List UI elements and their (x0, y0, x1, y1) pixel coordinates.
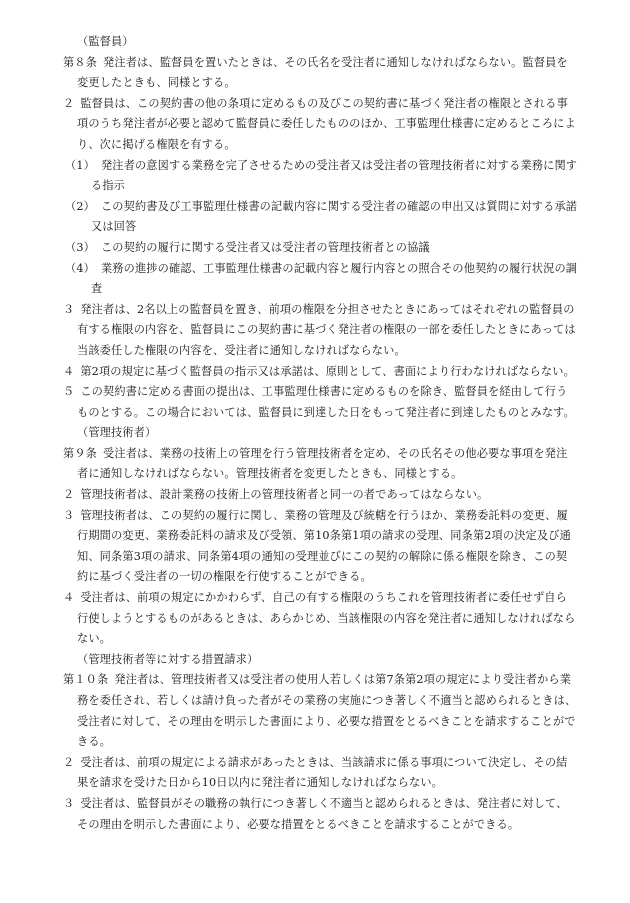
article-label: 第８条 (63, 55, 98, 69)
paragraph-text: 監督員は、この契約書の他の条項に定めるもの及びこの契約書に基づく発注者の権限とされる事項のうち発注者が必要と認めて監督員に委任したもののほか、工事監理仕様書に定めるところにより、次に掲げる権限を有する。 (77, 96, 576, 151)
paragraph (63, 485, 578, 506)
section-heading: （管理技術者等に対する措置請求） (77, 652, 259, 666)
paragraph-number: ４ (63, 591, 75, 605)
paragraph-text: 受注者は、前項の規定による請求があったときは、当該請求に係る事項について決定し、その結果を請求を受けた日から10日以内に発注者に通知しなければならない。 (77, 755, 568, 790)
article-label: 第１０条 (63, 673, 109, 687)
paragraph-text: 管理技術者は、設計業務の技術上の管理技術者と同一の者であってはならない。 (80, 488, 489, 502)
paragraph (63, 362, 578, 383)
paragraph (63, 588, 578, 650)
item-text: 発注者の意図する業務を完了させるための受注者又は受注者の管理技術者に対する業務に関する指示 (91, 158, 578, 193)
item-text: この契約の履行に関する受注者又は受注者の管理技術者との協議 (100, 240, 430, 254)
paragraph-number: ２ (63, 96, 75, 110)
paragraph-text: 発注者は、2名以上の監督員を置き、前項の権限を分担させたときにあってはそれぞれの監督員の有する権限の内容を、監督員にこの契約書に基づく発注者の権限の一部を委任したときにあっては当該委任した権限の内容を、受注者に通知しなければならない。 (77, 302, 576, 357)
article-8 (63, 53, 578, 94)
paragraph-text: 受注者は、監督員がその職務の執行につき著しく不適当と認められるときは、発注者に対して、その理由を明示した書面により、必要な措置をとるべきことを請求することができる。 (77, 796, 568, 831)
paragraph-number: ３ (63, 302, 75, 316)
paragraph (63, 300, 578, 362)
item-number: （1） (65, 158, 95, 172)
paragraph-text: 受注者は、前項の規定にかかわらず、自己の有する権限のうちこれを管理技術者に委任せず自ら行使しようとするものがあるときは、あらかじめ、当該権限の内容を発注者に通知しなければならない。 (77, 591, 576, 646)
article-text: 発注者は、管理技術者又は受注者の使用人若しくは第7条第2項の規定により受注者から業務を委任され、若しくは請け負った者がその業務の実施につき著しく不適当と認められるときは、受注者に対して、その理由を明示した書面により、必要な措置をとるべきことを請求することができる。 (77, 673, 577, 749)
paragraph (63, 94, 578, 156)
article-label: 第９条 (63, 446, 98, 460)
item-text: 業務の進捗の確認、工事監理仕様書の記載内容と履行内容との照合その他契約の履行状況の調査 (91, 261, 578, 296)
article-text: 発注者は、監督員を置いたときは、その氏名を受注者に通知しなければならない。監督員を変更したときも、同様とする。 (77, 55, 568, 90)
paragraph (63, 794, 578, 835)
item-number: （3） (65, 240, 95, 254)
paragraph-number: ５ (63, 385, 75, 399)
section-heading: （管理技術者） (77, 426, 157, 440)
item-number: （2） (65, 199, 95, 213)
paragraph (63, 382, 578, 423)
paragraph-number: ３ (63, 796, 75, 810)
paragraph (63, 506, 578, 588)
paragraph (63, 753, 578, 794)
list-item (63, 238, 578, 259)
article-10 (63, 670, 578, 752)
item-text: この契約書及び工事監理仕様書の記載内容に関する受注者の確認の申出又は質問に対する承諾又は回答 (91, 199, 578, 234)
paragraph-number: ４ (63, 364, 75, 378)
article-text: 受注者は、業務の技術上の管理を行う管理技術者を定め、その氏名その他必要な事項を発注者に通知しなければならない。管理技術者を変更したときも、同様とする。 (77, 446, 568, 481)
list-item (63, 259, 578, 300)
section-heading: （監督員） (77, 35, 134, 48)
paragraph-text: 管理技術者は、この契約の履行に関し、業務の管理及び統轄を行うほか、業務委託料の変更、履行期間の変更、業務委託料の請求及び受領、第10条第1項の請求の受理、同条第2項の決定及び通知、同条第3項の請求、同条第4項の通知の受理並びにこの契約の解除に係る権限を除き、この契約に基づく受注者の一切の権限を行使することができる。 (77, 508, 571, 584)
paragraph-text: 第2項の規定に基づく監督員の指示又は承諾は、原則として、書面により行わなければならない。 (80, 364, 575, 378)
document-page (63, 32, 578, 835)
article-9 (63, 444, 578, 485)
paragraph-number: ３ (63, 508, 75, 522)
list-item (63, 197, 578, 238)
item-number: （4） (65, 261, 95, 275)
paragraph-text: この契約書に定める書面の提出は、工事監理仕様書に定めるものを除き、監督員を経由して行うものとする。この場合においては、監督員に到達した日をもって発注者に到達したものとみなす。 (77, 385, 575, 419)
paragraph-number: ２ (63, 488, 75, 502)
paragraph-number: ２ (63, 755, 75, 769)
list-item (63, 156, 578, 197)
